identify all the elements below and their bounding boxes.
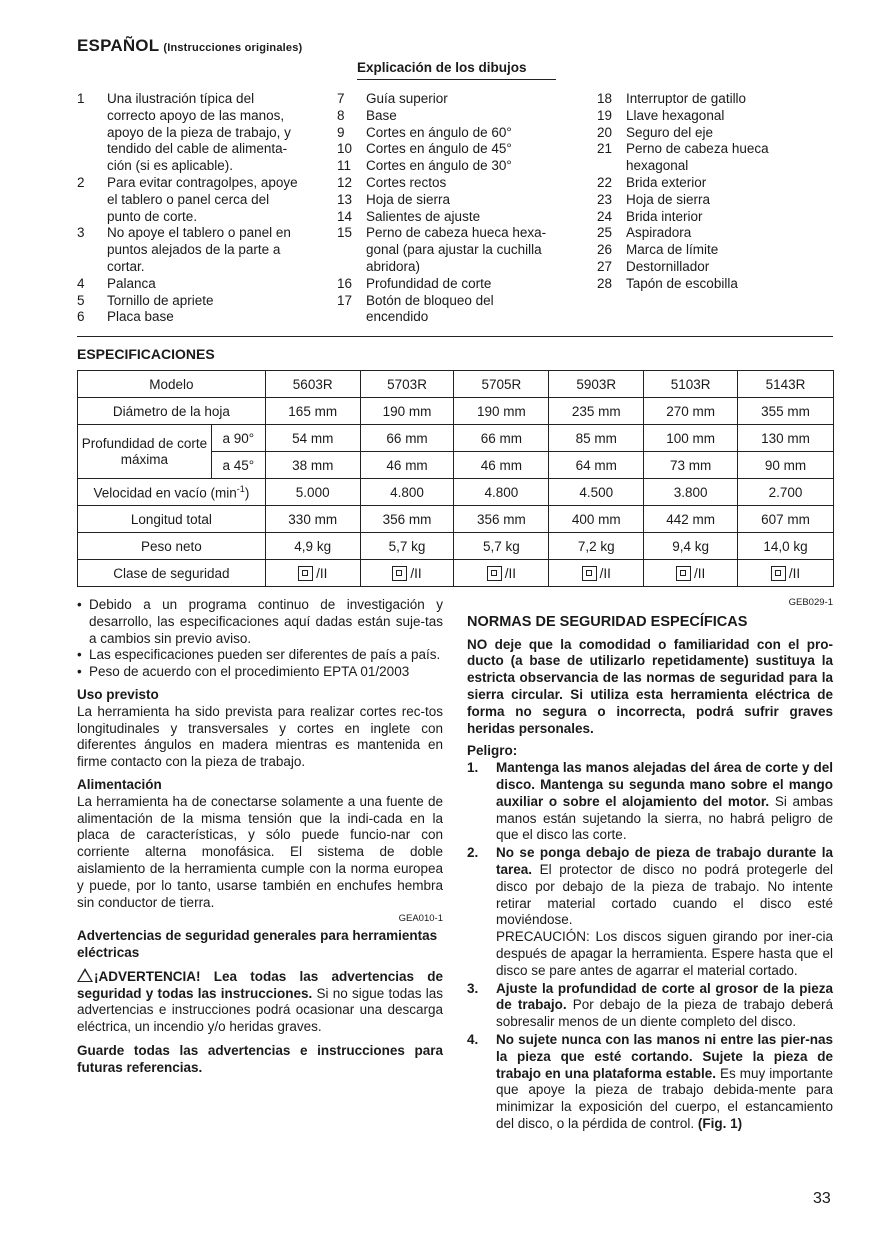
power-body: La herramienta ha de conectarse solamente a una fuente de alimentación de la misma tensión que la indi-cada en la placa de características, y sólo puede funcio-nar con corriente alterna monofásica. El sistema de doble aislamiento de la herramienta cumple con la norma europea y puede, por lo tanto, usarse también en enchufes hembra sin conductor de tierra. (77, 793, 443, 910)
weight-label: Peso neto (78, 533, 266, 560)
depth-90-label: a 90° (211, 425, 265, 452)
safety-intro: NO deje que la comodidad o familiaridad con el pro-ducto (a base de utilizarlo repetidamente) sustituya la estricta observancia de las normas de seguridad para la sierra circular. Si utiliza esta herramienta eléctrica de forma no segura o incorrecta, podrá sufrir graves heridas personales. (467, 636, 833, 736)
legend-item: 26 Marca de límite (597, 242, 719, 258)
legend-item: 17 Botón de bloqueo del encendido (337, 292, 494, 325)
weight-cell: 4,9 kg (265, 533, 360, 560)
depth-90-cell: 54 mm (265, 425, 360, 452)
depth-90-cell: 66 mm (360, 425, 454, 452)
right-column (467, 597, 833, 1134)
double-insulation-icon (771, 566, 786, 581)
warning-paragraph: ¡ADVERTENCIA! Lea todas las advertencias de seguridad y todas las instrucciones. Si no sigue todas las advertencias e instrucciones podrá ocasionar una descarga eléctrica, un incendio y/o heridas graves. (77, 968, 443, 1035)
table-row (78, 533, 834, 560)
legend-item: 5 Tornillo de apriete (77, 292, 214, 308)
legend-item: 18 Interruptor de gatillo (597, 91, 747, 106)
legend-item: 13 Hoja de sierra (337, 191, 451, 207)
page-number: 33 (813, 1190, 831, 1207)
depth-45-cell: 46 mm (360, 452, 454, 479)
model-cell: 5143R (738, 371, 834, 398)
length-cell: 330 mm (265, 506, 360, 533)
legend-item: 1 Una ilustración típica del correcto apoyo de las manos, apoyo de la pieza de trabajo, y tendido del cable de alimenta-ción (si es aplicable). (77, 91, 291, 174)
keep-instructions: Guarde todas las advertencias e instrucciones para futuras referencias. (77, 1042, 443, 1075)
legend-item: 20 Seguro del eje (597, 124, 714, 140)
depth-45-cell: 90 mm (738, 452, 834, 479)
weight-cell: 7,2 kg (549, 533, 644, 560)
depth-90-cell: 66 mm (454, 425, 549, 452)
length-cell: 356 mm (360, 506, 454, 533)
class-cell: /II (644, 560, 738, 587)
diameter-cell: 190 mm (454, 398, 549, 425)
weight-cell: 5,7 kg (454, 533, 549, 560)
safety-title: NORMAS DE SEGURIDAD ESPECÍFICAS (467, 613, 748, 630)
table-row (78, 560, 834, 587)
legend-item: 4 Palanca (77, 275, 156, 291)
legend-item: 21 Perno de cabeza hueca hexagonal (597, 141, 769, 174)
depth-label: Profundidad de corte máxima (78, 425, 212, 479)
model-cell: 5705R (454, 371, 549, 398)
table-row (78, 425, 834, 452)
weight-cell: 14,0 kg (738, 533, 834, 560)
table-row (78, 371, 834, 398)
length-label: Longitud total (78, 506, 266, 533)
spec-note: • Debido a un programa continuo de investigación y desarrollo, las especificaciones aquí dadas están suje-tas a cambios sin previo aviso. (77, 597, 443, 646)
legend-item: 12 Cortes rectos (337, 174, 447, 190)
doc-code: GEA010-1 (398, 913, 443, 925)
double-insulation-icon (676, 566, 691, 581)
legend-item: 19 Llave hexagonal (597, 107, 725, 123)
length-cell: 356 mm (454, 506, 549, 533)
spec-note: • Peso de acuerdo con el procedimiento EPTA 01/2003 (77, 664, 410, 680)
class-cell: /II (738, 560, 834, 587)
length-cell: 607 mm (738, 506, 834, 533)
drawings-title: Explicación de los dibujos (357, 60, 556, 80)
doc-code: GEB029-1 (788, 597, 833, 608)
speed-cell: 3.800 (644, 479, 738, 506)
legend-column-3 (597, 91, 827, 293)
model-cell: 5703R (360, 371, 454, 398)
model-cell: 5603R (265, 371, 360, 398)
diameter-cell: 165 mm (265, 398, 360, 425)
table-row (78, 479, 834, 506)
double-insulation-icon (298, 566, 313, 581)
safety-item: 2. No se ponga debajo de pieza de trabajo durante la tarea. El protector de disco no podrá protegerle del disco por debajo de la pieza de trabajo. No intente retirar material cortado cuando el disco esté moviéndose. PRECAUCIÓN: Los discos siguen girando por iner-cia después de apagar la herramienta. Espere hasta que el disco se pare antes de agarrar el material cortado. (467, 845, 833, 978)
length-cell: 400 mm (549, 506, 644, 533)
safety-item: 1. Mantenga las manos alejadas del área de corte y del disco. Mantenga su segunda mano sobre el mango auxiliar o sobre el alojamiento del motor. Si ambas manos están sujetando la sierra, no habrá peligro de que el disco las corte. (467, 760, 833, 843)
double-insulation-icon (487, 566, 502, 581)
legend-item: 6 Placa base (77, 309, 174, 325)
speed-cell: 2.700 (738, 479, 834, 506)
danger-label: Peligro: (467, 743, 518, 759)
depth-90-cell: 130 mm (738, 425, 834, 452)
legend-item: 2 Para evitar contragolpes, apoye el tablero o panel cerca del punto de corte. (77, 174, 298, 224)
weight-cell: 9,4 kg (644, 533, 738, 560)
weight-cell: 5,7 kg (360, 533, 454, 560)
depth-45-cell: 64 mm (549, 452, 644, 479)
table-row (78, 398, 834, 425)
legend-item: 24 Brida interior (597, 208, 703, 224)
spec-note: • Las especificaciones pueden ser diferentes de país a país. (77, 647, 441, 663)
diameter-cell: 190 mm (360, 398, 454, 425)
model-cell: 5103R (644, 371, 738, 398)
legend-item: 3 No apoye el tablero o panel en puntos alejados de la parte a cortar. (77, 225, 291, 274)
legend-item: 28 Tapón de escobilla (597, 275, 738, 291)
legend-item: 10 Cortes en ángulo de 45° (337, 141, 512, 157)
diameter-label: Diámetro de la hoja (78, 398, 266, 425)
language-subtitle: (Instrucciones originales) (163, 42, 303, 54)
legend-item: 25 Aspiradora (597, 225, 692, 241)
legend-item: 27 Destornillador (597, 258, 710, 274)
legend-item: 14 Salientes de ajuste (337, 208, 481, 224)
speed-cell: 5.000 (265, 479, 360, 506)
legend-item: 9 Cortes en ángulo de 60° (337, 124, 512, 140)
class-cell: /II (549, 560, 644, 587)
language-title: ESPAÑOL (77, 36, 160, 55)
double-insulation-icon (582, 566, 597, 581)
double-insulation-icon (392, 566, 407, 581)
safety-item: 4. No sujete nunca con las manos ni entre las pier-nas la pieza que esté cortando. Sujete la pieza de trabajo en una plataforma estable. Es muy importante que apoye la pieza de trabajo debida-mente para minimizar la exposición del cuerpo, el estancamiento del disco, o la pérdida de control. (Fig. 1) (467, 1031, 833, 1131)
depth-90-cell: 100 mm (644, 425, 738, 452)
table-row (78, 506, 834, 533)
legend-item: 11 Cortes en ángulo de 30° (337, 158, 512, 174)
speed-label: Velocidad en vacío $(\min^{-1})$ (78, 479, 266, 506)
depth-45-label: a 45° (211, 452, 265, 479)
legend-column-1 (77, 91, 305, 326)
depth-45-cell: 38 mm (265, 452, 360, 479)
legend-item: 23 Hoja de sierra (597, 191, 711, 207)
legend-item: 8 Base (337, 107, 397, 123)
warning-icon (77, 968, 93, 982)
use-title: Uso previsto (77, 686, 159, 702)
class-cell: /II (360, 560, 454, 587)
speed-cell: 4.800 (454, 479, 549, 506)
diameter-cell: 270 mm (644, 398, 738, 425)
class-label: Clase de seguridad (78, 560, 266, 587)
specs-table (77, 370, 834, 587)
model-cell: 5903R (549, 371, 644, 398)
legend-column-2 (337, 91, 559, 326)
legend-item: 22 Brida exterior (597, 174, 707, 190)
depth-45-cell: 73 mm (644, 452, 738, 479)
class-cell: /II (265, 560, 360, 587)
specs-title: ESPECIFICACIONES (77, 346, 215, 362)
model-label: Modelo (78, 371, 266, 398)
safety-item: 3. Ajuste la profundidad de corte al grosor de la pieza de trabajo. Por debajo de la pieza de trabajo deberá sobresalir menos de un diente completo del disco. (467, 980, 833, 1030)
depth-90-cell: 85 mm (549, 425, 644, 452)
diameter-cell: 235 mm (549, 398, 644, 425)
left-column (77, 597, 443, 1077)
depth-45-cell: 46 mm (454, 452, 549, 479)
use-body: La herramienta ha sido prevista para realizar cortes rec-tos longitudinales y transversales y cortes en inglete con diferentes ángulos en madera mientras es mantenida en firme contacto con la pieza de trabajo. (77, 703, 443, 770)
general-warnings-title: Advertencias de seguridad generales para herramientas eléctricas (77, 928, 438, 960)
class-cell: /II (454, 560, 549, 587)
legend-item: 15 Perno de cabeza hueca hexa-gonal (para ajustar la cuchilla abridora) (337, 225, 547, 274)
section-divider (77, 336, 833, 337)
language-heading (77, 36, 302, 56)
legend-item: 7 Guía superior (337, 91, 448, 106)
speed-cell: 4.500 (549, 479, 644, 506)
power-title: Alimentación (77, 776, 162, 792)
speed-cell: 4.800 (360, 479, 454, 506)
length-cell: 442 mm (644, 506, 738, 533)
legend-item: 16 Profundidad de corte (337, 275, 492, 291)
diameter-cell: 355 mm (738, 398, 834, 425)
